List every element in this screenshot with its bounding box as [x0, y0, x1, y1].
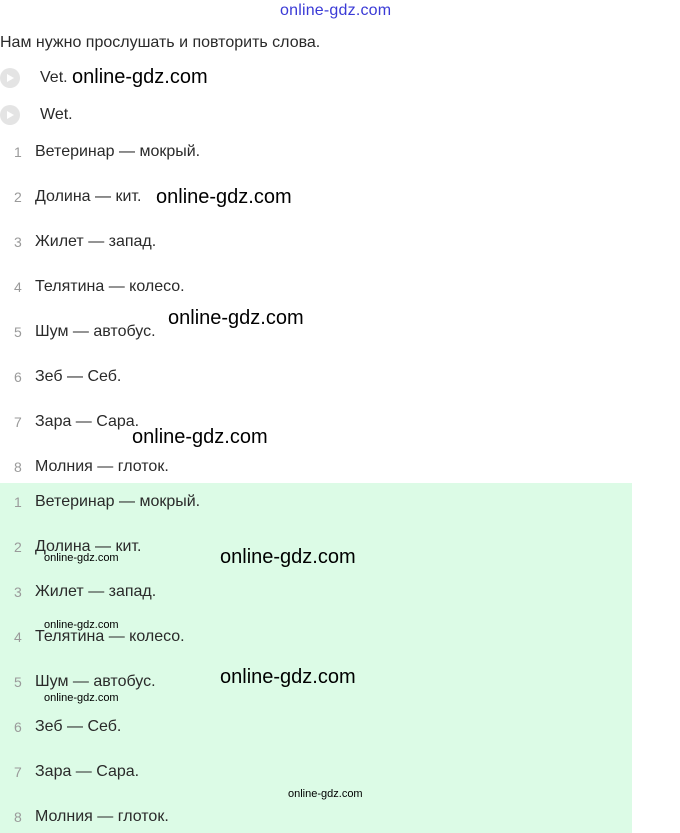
play-icon [5, 110, 15, 120]
watermark: online-gdz.com [288, 788, 363, 800]
item-text: Телятина — колесо. [35, 278, 185, 295]
header-watermark: online-gdz.com [280, 2, 392, 19]
watermark: online-gdz.com [132, 426, 268, 448]
item-number: 8 [14, 459, 22, 475]
item-number: 6 [14, 719, 22, 735]
watermark: online-gdz.com [220, 666, 356, 688]
watermark: online-gdz.com [44, 552, 119, 564]
item-text: Ветеринар — мокрый. [35, 493, 201, 510]
item-number: 4 [14, 279, 22, 295]
watermark: online-gdz.com [220, 546, 356, 568]
item-text: Зеб — Себ. [35, 368, 122, 385]
play-icon [5, 73, 15, 83]
item-text: Молния — глоток. [35, 808, 169, 825]
item-text: Жилет — запад. [35, 583, 157, 600]
audio-label: Wet. [40, 106, 73, 123]
watermark: online-gdz.com [72, 66, 208, 88]
item-number: 6 [14, 369, 22, 385]
watermark: online-gdz.com [168, 307, 304, 329]
audio-item-wet [0, 103, 73, 127]
item-number: 3 [14, 234, 22, 250]
item-number: 3 [14, 584, 22, 600]
list-item [0, 715, 121, 739]
item-text: Шум — автобус. [35, 673, 156, 690]
item-text: Долина — кит. [35, 538, 142, 555]
item-text: Ветеринар — мокрый. [35, 143, 201, 160]
item-number: 4 [14, 629, 22, 645]
list-item [0, 760, 139, 784]
list-item [0, 320, 156, 344]
watermark: online-gdz.com [156, 186, 292, 208]
list-item [0, 410, 139, 434]
list-item [0, 670, 156, 694]
item-text: Жилет — запад. [35, 233, 157, 250]
list-item [0, 230, 156, 254]
item-text: Телятина — колесо. [35, 628, 185, 645]
item-number: 2 [14, 189, 22, 205]
audio-item-vet [0, 66, 68, 90]
item-number: 5 [14, 324, 22, 340]
instruction-text: Нам нужно прослушать и повторить слова. [0, 34, 321, 51]
item-number: 8 [14, 809, 22, 825]
list-item [0, 275, 185, 299]
list-item [0, 185, 141, 209]
watermark: online-gdz.com [44, 692, 119, 704]
play-audio-button[interactable] [0, 68, 20, 88]
item-number: 5 [14, 674, 22, 690]
item-number: 7 [14, 414, 22, 430]
list-item [0, 140, 200, 164]
item-number: 2 [14, 539, 22, 555]
item-text: Зара — Сара. [35, 763, 140, 780]
list-item [0, 805, 169, 829]
item-text: Зеб — Себ. [35, 718, 122, 735]
list-item [0, 455, 169, 479]
item-text: Шум — автобус. [35, 323, 156, 340]
list-item [0, 490, 200, 514]
list-item [0, 580, 156, 604]
item-text: Зара — Сара. [35, 413, 140, 430]
item-text: Долина — кит. [35, 188, 142, 205]
list-item [0, 365, 121, 389]
audio-label: Vet. [40, 69, 68, 86]
play-audio-button[interactable] [0, 105, 20, 125]
watermark: online-gdz.com [44, 619, 119, 631]
item-number: 7 [14, 764, 22, 780]
item-number: 1 [14, 494, 22, 510]
item-number: 1 [14, 144, 22, 160]
item-text: Молния — глоток. [35, 458, 169, 475]
